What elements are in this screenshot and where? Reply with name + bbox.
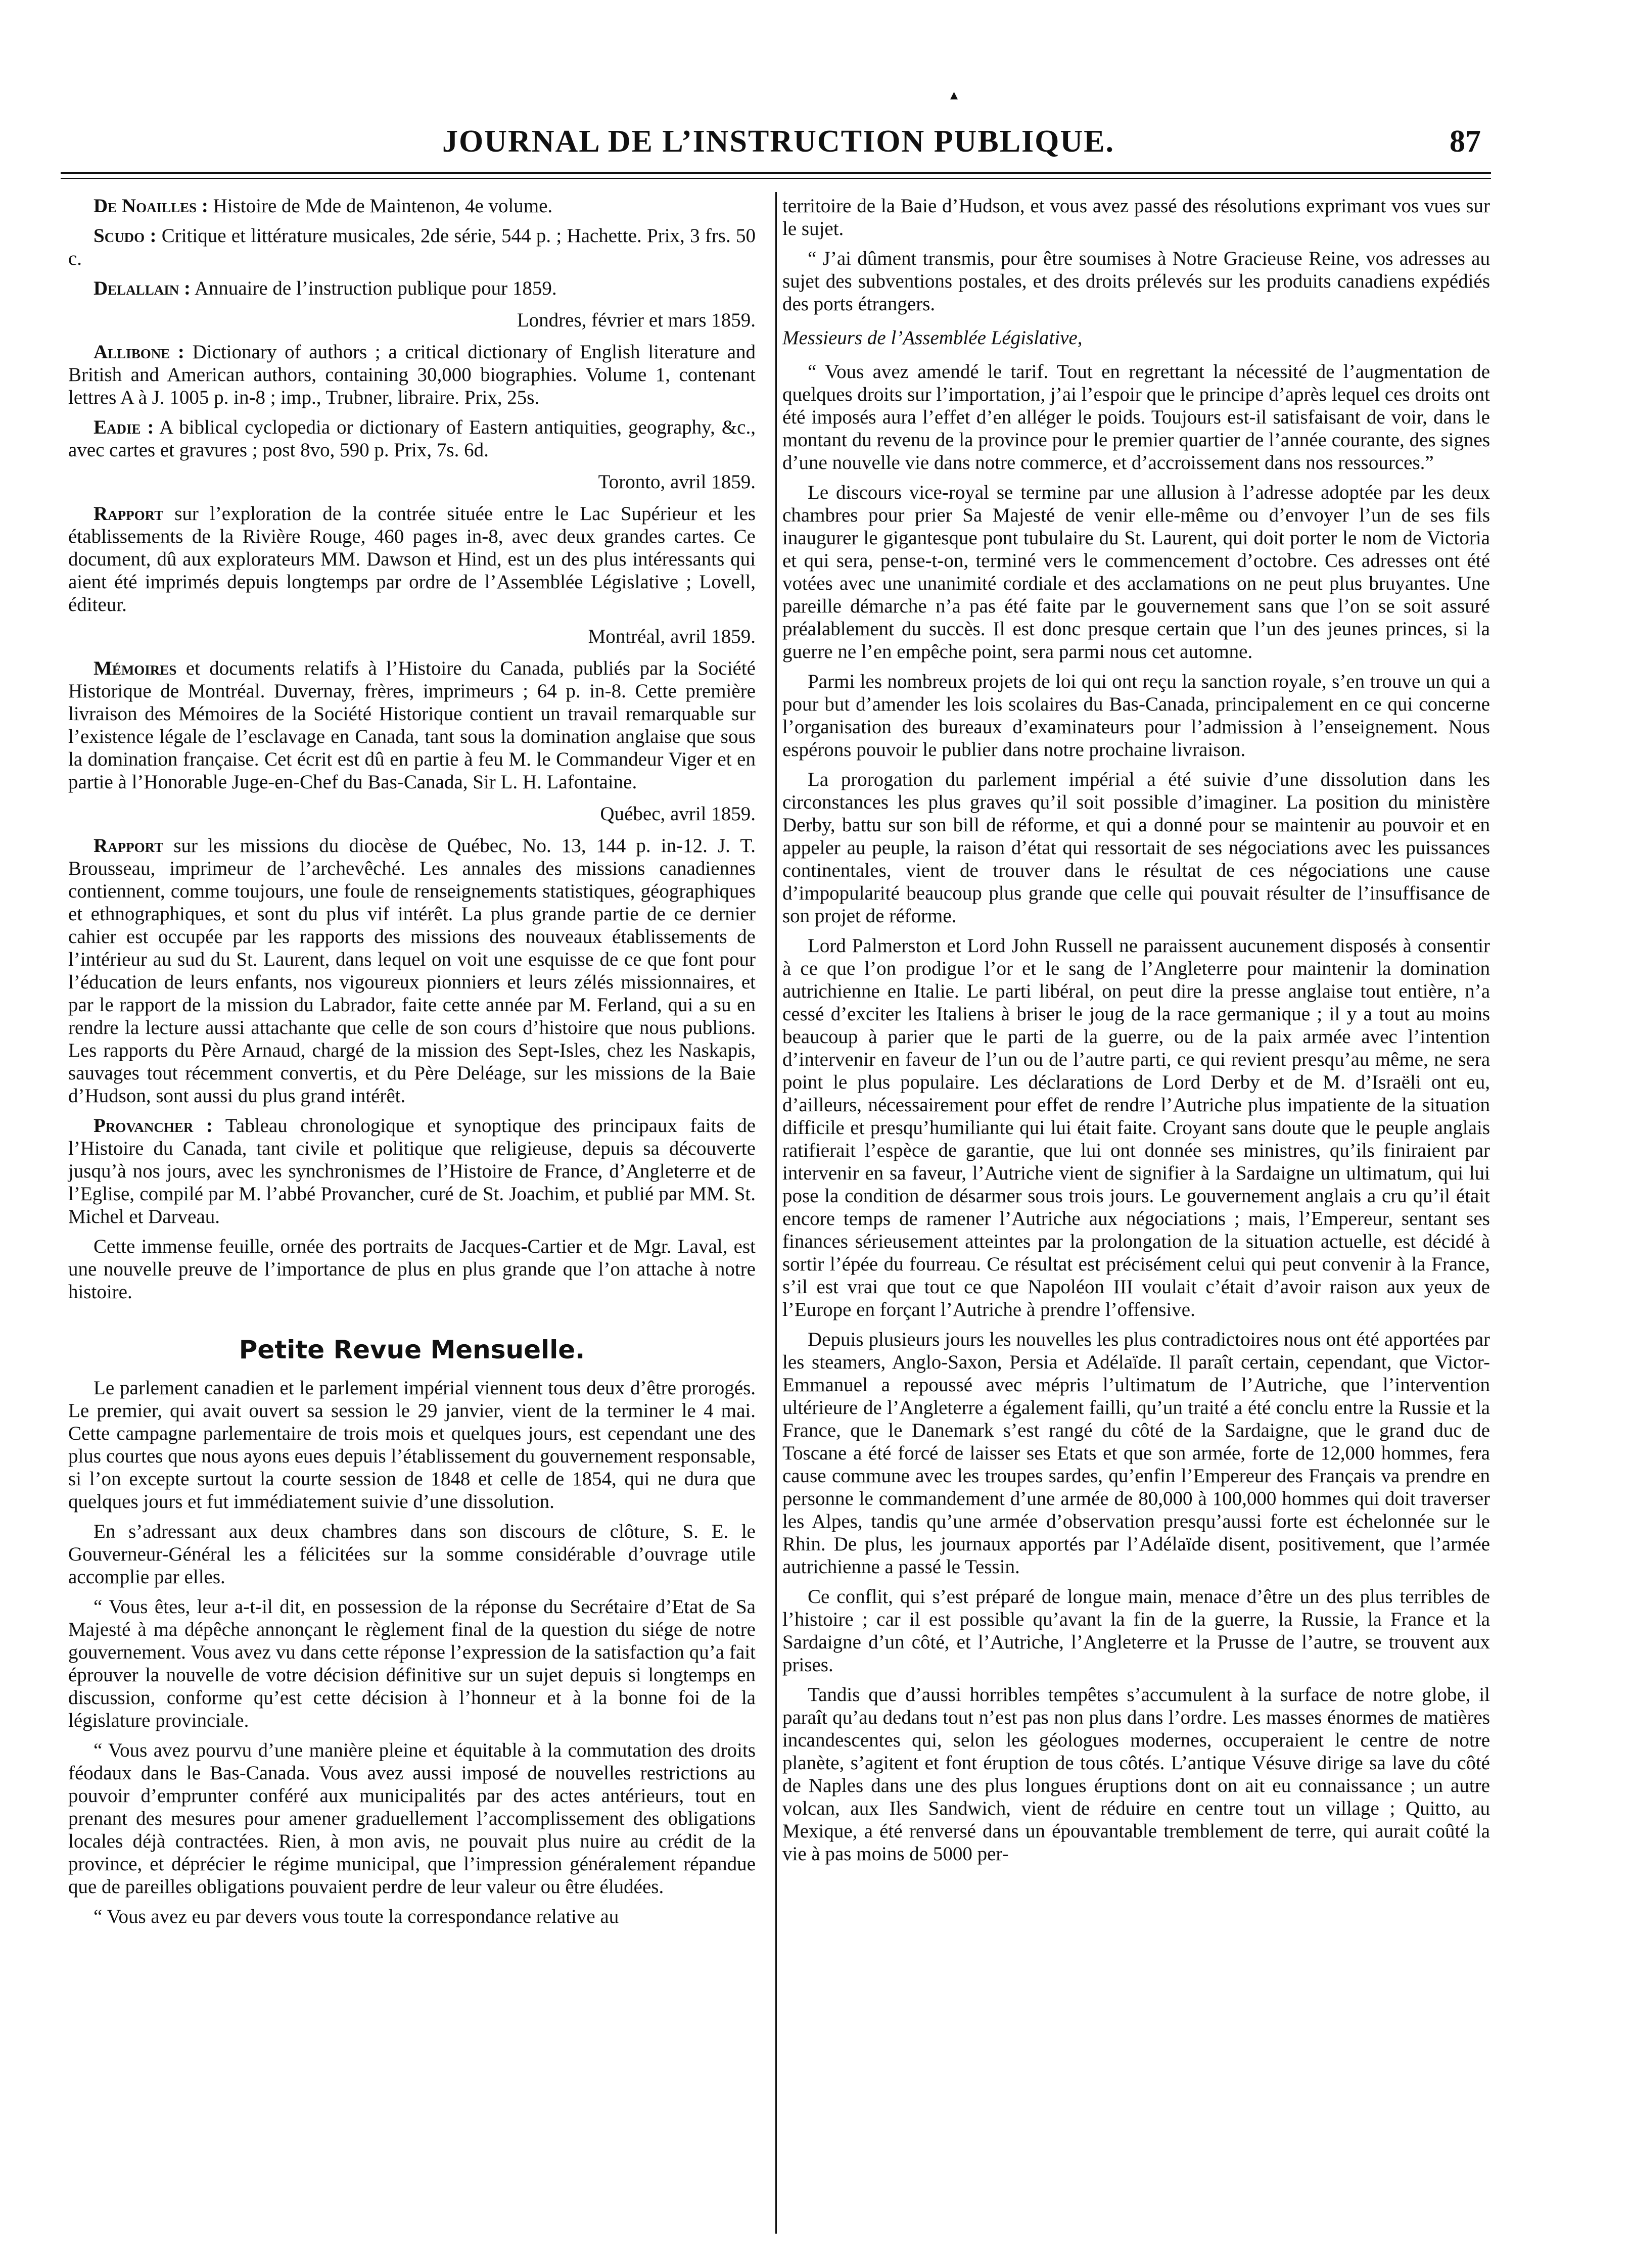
dateline: Toronto, avril 1859. xyxy=(598,471,756,493)
paragraph: Lord Palmerston et Lord John Russell ne paraissent aucunement disposés à consentir à ce que l’on prodigue l’or et le sang de l’Angleterre pour maintenir la domination autrichienne en Italie. Le parti libéral, on peut dire la presse anglaise tout entière, n’a cessé d’exciter les Italiens à briser le joug de la race germanique ; il y a tout au moins beaucoup à parier que le parti de la guerre, ou de la paix armée avec l’intention d’intervenir en faveur de l’un ou de l’autre parti, ce qui revient presqu’au même, ne sera point le plus populaire. Les déclarations de Lord Derby et de M. d’Israëli ont eu, d’ailleurs, nécessairement pour effet de rendre l’Autriche plus impatiente de la situation difficile et presqu’humiliante qui lui était faite. Croyant sans doute que le peuple anglais ratifierait l’espèce de garantie, que lui ont donnée ses ministres, qu’ils finiraient par intervenir en sa faveur, l’Autriche vient de signifier à la Sardaigne un ultimatum, qui lui pose la condition de désarmer sous trois jours. Le gouvernement anglais a cru qu’il était encore temps de ramener l’Autriche aux négociations ; mais, l’Empereur, sentant ses finances sérieusement atteintes par la prolongation de la situation actuelle, est décidé à sortir l’épée du fourreau. Ce résultat est précisément celui qui peut convenir à la France, s’il est vrai que tout ce que Napoléon III voulait c’était d’avoir raison aux yeux de l’Europe en forçant l’Autriche à prendre l’offensive. xyxy=(782,935,1490,1320)
address-heading: Messieurs de l’Assemblée Législative, xyxy=(782,327,1083,349)
paragraph: Le discours vice-royal se termine par une allusion à l’adresse adoptée par les deux chambres pour prier Sa Majesté de venir elle-même ou d’envoyer l’un de ses fils inaugurer le gigantesque pont tubulaire du St. Laurent, qui doit porter le nom de Victoria et qui sera, pense-t-on, terminé vers le commencement d’octobre. Ces adresses ont été votées avec une unanimité cordiale et des acclamations on ne peut plus bruyantes. Une pareille démarche n’a pas été faite par le gouvernement sans que l’on se soit assuré préalablement du succès. Il est donc presque certain que l’un des jeunes princes, si la guerre ne l’en empêche point, sera parmi nous cet automne. xyxy=(782,482,1490,663)
header-rule xyxy=(61,172,1491,174)
book-entry: Delallain : Annuaire de l’instruction publique pour 1859. xyxy=(94,277,557,299)
dateline: Québec, avril 1859. xyxy=(600,803,756,825)
page-number: 87 xyxy=(1450,124,1481,159)
left-column xyxy=(68,195,756,1935)
book-entry: Rapport sur l’exploration de la contrée située entre le Lac Supérieur et les établissements de la Rivière Rouge, 460 pages in-8, avec deux grandes cartes. Ce document, dû aux explorateurs MM. Dawson et Hind, est un des plus intéressants qui aient été imprimés depuis longtemps par ordre de l’Assemblée Législative ; Lovell, éditeur. xyxy=(68,503,756,616)
dateline: Montréal, avril 1859. xyxy=(588,626,756,647)
section-title: Petite Revue Mensuelle. xyxy=(239,1335,585,1364)
print-mark: ▴ xyxy=(950,86,958,104)
paragraph: Ce conflit, qui s’est préparé de longue main, menace d’être un des plus terribles de l’histoire ; car il est possible qu’avant la fin de la guerre, la Russie, la France et la Sardaigne d’un côté, et l’Autriche, l’Angleterre et la Prusse de l’autre, se trouvent aux prises. xyxy=(782,1586,1490,1676)
book-entry: Scudo : Critique et littérature musicales, 2de série, 544 p. ; Hachette. Prix, 3 frs. 50 c. xyxy=(68,225,756,269)
book-entry: Eadie : A biblical cyclopedia or dictionary of Eastern antiquities, geography, &c., avec cartes et gravures ; post 8vo, 590 p. Prix, 7s. 6d. xyxy=(68,416,756,461)
paragraph: “ Vous avez pourvu d’une manière pleine et équitable à la commutation des droits féodaux dans le Bas-Canada. Vous avez aussi imposé de nouvelles restrictions au pouvoir d’emprunter conféré aux municipalités par des actes antérieurs, tout en prenant des mesures pour amener graduellement l’accomplissement des obligations locales déjà contractées. Rien, à mon avis, ne pouvait plus nuire au crédit de la province, et déprécier le régime municipal, que l’impression généralement répandue que de pareilles obligations pouvaient perdre de leur valeur ou être éludées. xyxy=(68,1739,756,1898)
page-header xyxy=(76,124,1481,164)
paragraph: Depuis plusieurs jours les nouvelles les plus contradictoires nous ont été apportées par les steamers, Anglo-Saxon, Persia et Adélaïde. Il paraît certain, cependant, que Victor-Emmanuel a repoussé avec mépris l’ultimatum de l’Autriche, que l’intervention ultérieure de l’Angleterre a également failli, qu’un traité a été conclu entre la Russie et la France, que le Danemark s’est rangé du côté de la Sardaigne, que le grand duc de Toscane a été forcé de laisser ses Etats et que son armée, forte de 12,000 hommes, fera cause commune avec les troupes sardes, qu’enfin l’Empereur des Français va prendre en personne le commandement d’une armée de 80,000 à 100,000 hommes qui doit traverser les Alpes, tandis qu’une armée d’observation presqu’aussi forte est échelonnée sur le Rhin. De plus, les journaux apportés par l’Adélaïde disent, positivement, que l’armée autrichienne a passé le Tessin. xyxy=(782,1329,1490,1578)
right-column xyxy=(782,195,1490,1872)
book-entry: Mémoires et documents relatifs à l’Histoire du Canada, publiés par la Société Historique de Montréal. Duvernay, frères, imprimeurs ; 64 p. in-8. Cette première livraison des Mémoires de la Société Historique contient un travail remarquable sur l’existence légale de l’esclavage en Canada, tant sous la domination anglaise que sous la domination française. Cet écrit est dû en partie à feu M. le Commandeur Viger et en partie à l’Honorable Juge-en-Chef du Bas-Canada, Sir L. H. Lafontaine. xyxy=(68,657,756,793)
book-entry: De Noailles : Histoire de Mde de Maintenon, 4e volume. xyxy=(94,195,553,217)
journal-title: JOURNAL DE L’INSTRUCTION PUBLIQUE. xyxy=(442,124,1115,159)
paragraph: “ Vous avez amendé le tarif. Tout en regrettant la nécessité de l’augmentation de quelques droits sur l’importation, j’ai l’espoir que le principe d’après lequel ces droits ont été imposés aura l’effet d’en alléger le poids. Toujours est-il satisfaisant de voir, dans le montant du revenu de la province pour le premier quartier de l’année courante, des signes d’une nouvelle vie dans notre commerce, et d’accroissement dans nos ressources.” xyxy=(782,361,1490,474)
paragraph: “ Vous êtes, leur a-t-il dit, en possession de la réponse du Secrétaire d’Etat de Sa Majesté à ma dépêche annonçant le règlement final de la question du siége de notre gouvernement. Vous avez vu dans cette réponse l’expression de la satisfaction qu’a fait éprouver la nouvelle de votre décision définitive sur un sujet depuis si longtemps en discussion, conforme qu’est cette décision à l’honneur et à la bonne foi de la législature provinciale. xyxy=(68,1596,756,1731)
header-rule-thin xyxy=(61,178,1491,179)
paragraph: territoire de la Baie d’Hudson, et vous avez passé des résolutions exprimant vos vues sur le sujet. xyxy=(782,195,1490,240)
paragraph: “ J’ai dûment transmis, pour être soumises à Notre Gracieuse Reine, vos adresses au sujet des subventions postales, et des droits prélevés sur les produits canadiens expédiés des ports étrangers. xyxy=(782,248,1490,315)
book-entry: Allibone : Dictionary of authors ; a critical dictionary of English literature and British and American authors, containing 30,000 biographies. Volume 1, contenant lettres A à J. 1005 p. in-8 ; imp., Trubner, libraire. Prix, 25s. xyxy=(68,341,756,408)
book-entry: Rapport sur les missions du diocèse de Québec, No. 13, 144 p. in-12. J. T. Brousseau, imprimeur de l’archevêché. Les annales des missions canadiennes contiennent, comme toujours, une foule de renseignements statistiques, géographiques et ethnographiques, et sont du plus vif intérêt. La plus grande partie de ce dernier cahier est occupée par les rapports des missions des nouveaux établissements de l’intérieur au sud du St. Laurent, dans lequel on voit une esquisse de ce que font pour l’éducation de leurs enfants, nos vigoureux pionniers et leurs zélés missionnaires, et par le rapport de la mission du Labrador, faite cette année par M. Ferland, qui a su en rendre la lecture aussi attachante que celle de son cours d’histoire que nous publions. Les rapports du Père Arnaud, chargé de la mission des Sept-Isles, chez les Naskapis, sauvages tout récemment convertis, et du Père Deléage, sur les missions de la Baie d’Hudson, sont aussi du plus grand intérêt. xyxy=(68,835,756,1107)
paragraph: Parmi les nombreux projets de loi qui ont reçu la sanction royale, s’en trouve un qui a pour but d’amender les lois scolaires du Bas-Canada, principalement en ce qui concerne l’organisation des bureaux d’examinateurs pour l’admission à l’enseignement. Nous espérons pouvoir le publier dans notre prochaine livraison. xyxy=(782,671,1490,761)
dateline: Londres, février et mars 1859. xyxy=(517,309,756,331)
column-divider xyxy=(775,192,777,2234)
paragraph: En s’adressant aux deux chambres dans son discours de clôture, S. E. le Gouverneur-Général les a félicitées sur la somme considérable d’ouvrage utile accomplie par elles. xyxy=(68,1521,756,1588)
paragraph: Le parlement canadien et le parlement impérial viennent tous deux d’être prorogés. Le premier, qui avait ouvert sa session le 29 janvier, vient de la terminer le 4 mai. Cette campagne parlementaire de trois mois et quelques jours, est cependant une des plus courtes que nous ayons eues depuis l’établissement du gouvernement responsable, si l’on excepte surtout la courte session de 1848 et celle de 1854, qui ne dura que quelques jours et fut immédiatement suivie d’une dissolution. xyxy=(68,1377,756,1513)
paragraph: La prorogation du parlement impérial a été suivie d’une dissolution dans les circonstances les plus graves qu’il soit possible d’imaginer. La position du ministère Derby, battu sur son bill de réforme, et qui a donné pour se maintenir au pouvoir et en appeler au peuple, la raison d’état qui ressortait de ses négociations avec les puissances continentales, vient de trouver dans le résultat de ces négociations une cause d’impopularité beaucoup plus grande que celle qui pouvait résulter de l’insuffisance de son projet de réforme. xyxy=(782,769,1490,927)
paragraph: “ Vous avez eu par devers vous toute la correspondance relative au xyxy=(94,1906,619,1927)
paragraph: Tandis que d’aussi horribles tempêtes s’accumulent à la surface de notre globe, il paraît qu’au dedans tout n’est pas non plus dans l’ordre. Les masses énormes de matières incandescentes qui, selon les géologues modernes, occuperaient le centre de notre planète, s’agitent et font éruption de tous côtés. L’antique Vésuve dirige sa lave du côté de Naples dans une des plus longues éruptions dont on ait eu connaissance ; un autre volcan, aux Iles Sandwich, vient de réduire en centre tout un village ; Quitto, au Mexique, a été renversé dans un épouvantable tremblement de terre, qui aurait coûté la vie à pas moins de 5000 per- xyxy=(782,1684,1490,1865)
book-entry: Provancher : Tableau chronologique et synoptique des principaux faits de l’Histoire du Canada, tant civile et politique que religieuse, depuis sa découverte jusqu’à nos jours, avec les synchronismes de l’Histoire de France, d’Angleterre et de l’Eglise, compilé par M. l’abbé Provancher, curé de St. Joachim, et publié par MM. St. Michel et Darveau. xyxy=(68,1115,756,1227)
paragraph: Cette immense feuille, ornée des portraits de Jacques-Cartier et de Mgr. Laval, est une nouvelle preuve de l’importance de plus en plus grande que l’on attache à notre histoire. xyxy=(68,1236,756,1303)
